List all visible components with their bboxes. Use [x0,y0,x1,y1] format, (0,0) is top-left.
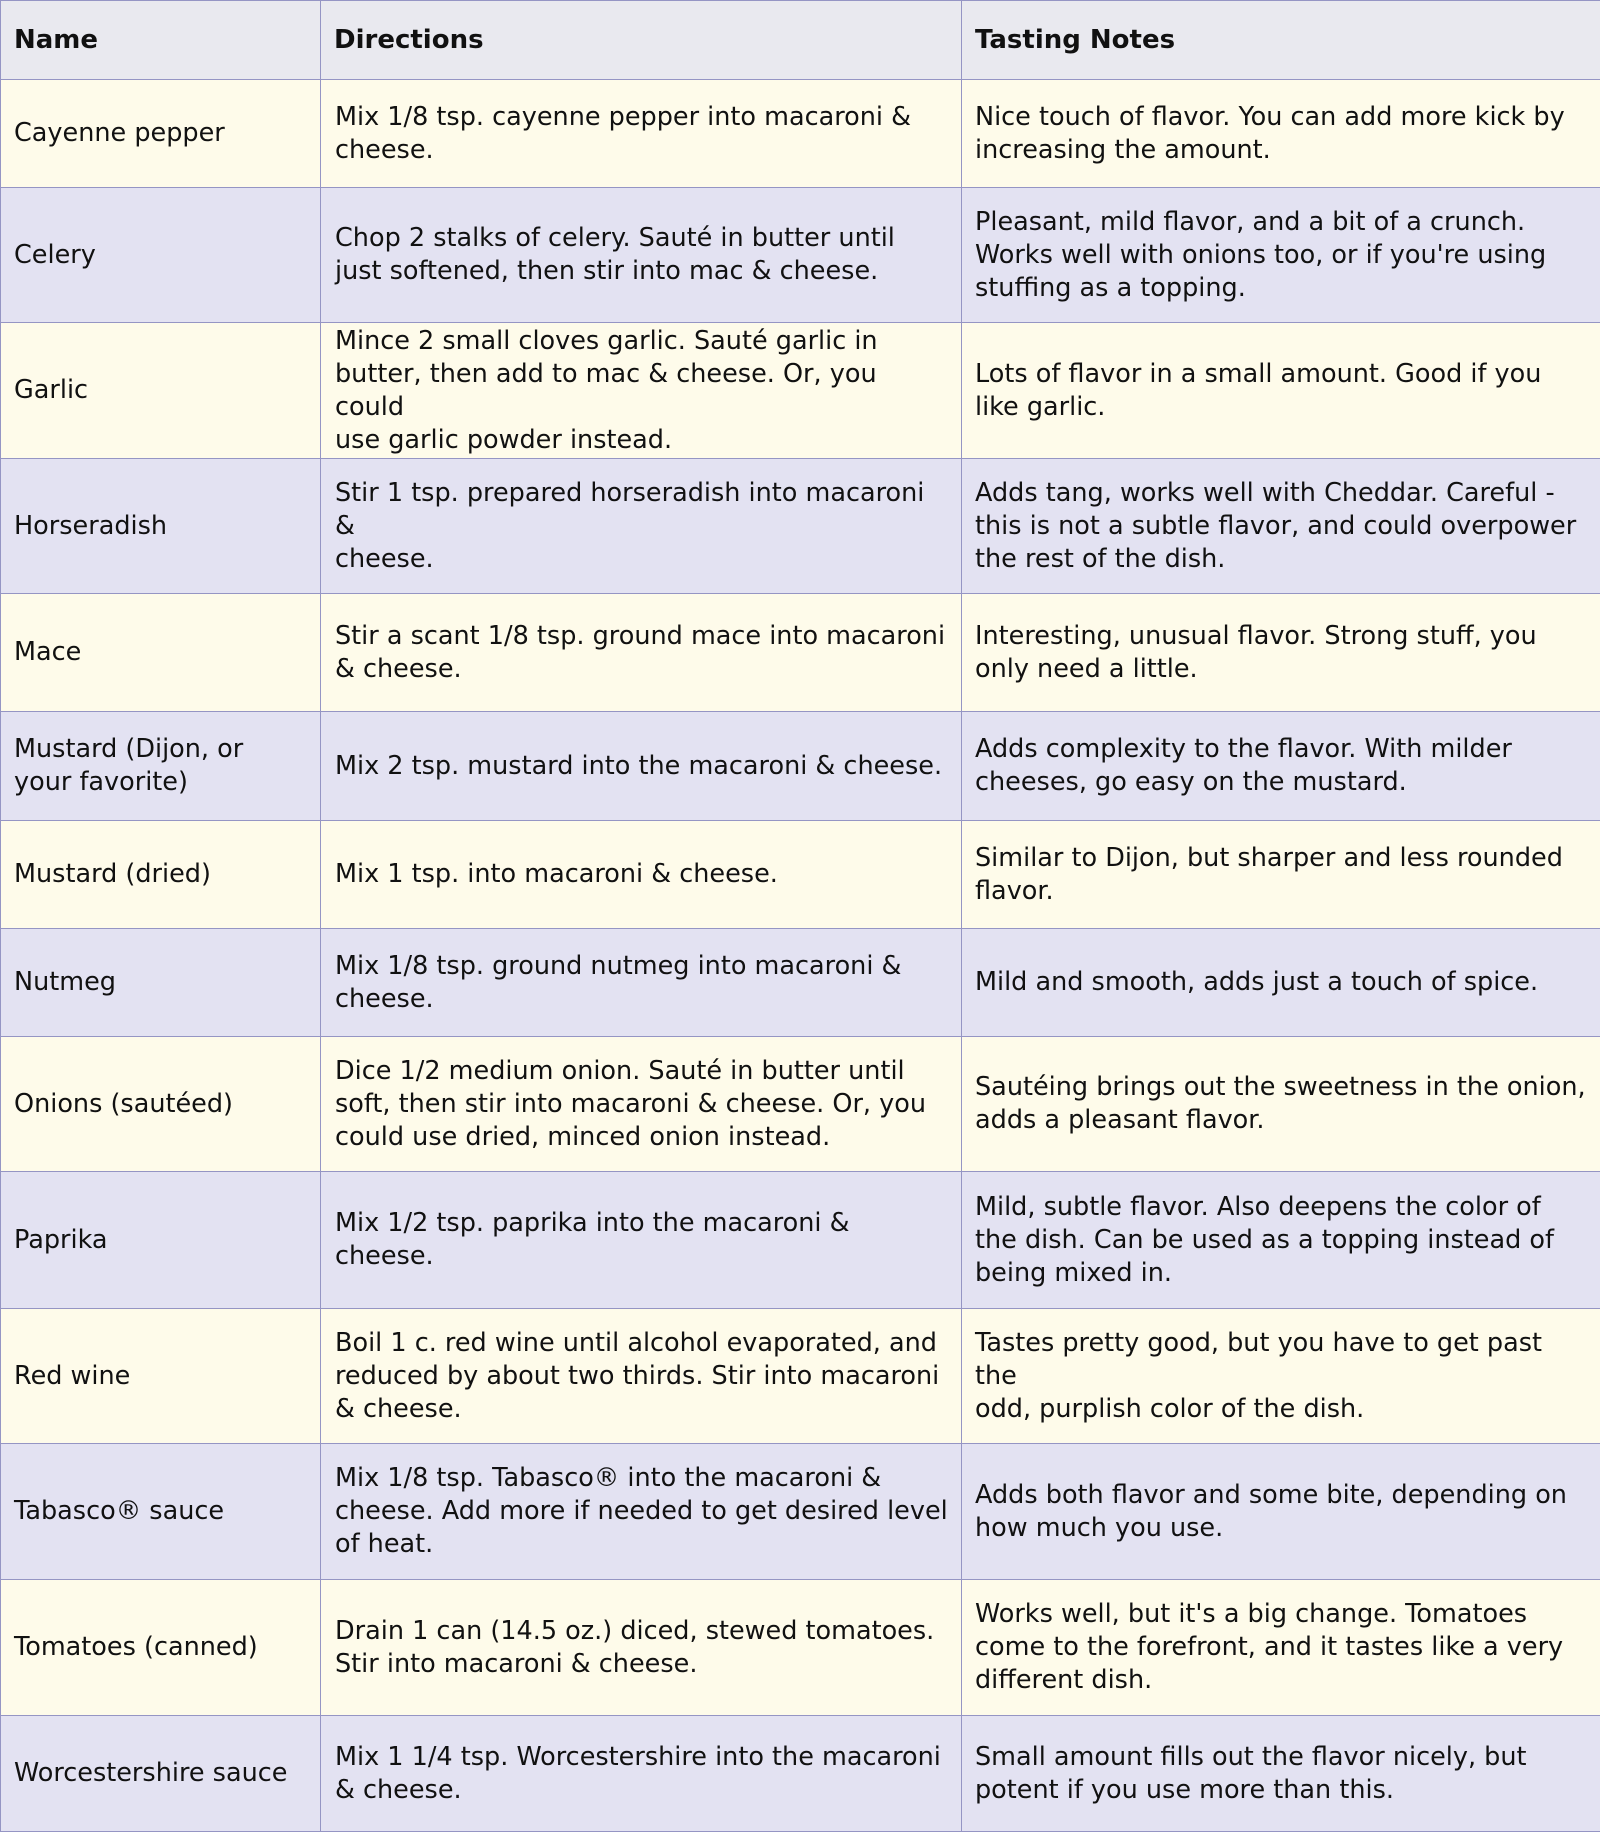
header-tasting-notes: Tasting Notes [962,1,1600,80]
row-directions: Chop 2 stalks of celery. Sauté in butter until just softened, then stir into mac & cheese. [321,188,962,323]
row-name: Paprika [1,1172,321,1309]
table-row [1,821,1600,929]
row-tasting-notes: Works well, but it's a big change. Tomatoes come to the forefront, and it tastes like a very different dish. [962,1580,1600,1716]
row-tasting-notes: Small amount fills out the flavor nicely, but potent if you use more than this. [962,1716,1600,1832]
table-row [1,1444,1600,1580]
row-tasting-notes: Lots of flavor in a small amount. Good if you like garlic. [962,323,1600,459]
table-row [1,1037,1600,1172]
row-tasting-notes: Interesting, unusual flavor. Strong stuff, you only need a little. [962,594,1600,712]
table-row [1,323,1600,459]
table-row [1,1580,1600,1716]
row-name: Horseradish [1,459,321,594]
table-row [1,594,1600,712]
table-row [1,188,1600,323]
row-directions: Mix 1/8 tsp. cayenne pepper into macaroni & cheese. [321,80,962,188]
table-row [1,1172,1600,1309]
row-name: Nutmeg [1,929,321,1037]
row-name: Cayenne pepper [1,80,321,188]
row-directions: Stir 1 tsp. prepared horseradish into macaroni & cheese. [321,459,962,594]
header-row [1,1,1600,80]
row-directions: Mix 1/2 tsp. paprika into the macaroni & cheese. [321,1172,962,1309]
table-row [1,80,1600,188]
row-tasting-notes: Adds both flavor and some bite, depending on how much you use. [962,1444,1600,1580]
table-row [1,459,1600,594]
row-directions: Stir a scant 1/8 tsp. ground mace into macaroni & cheese. [321,594,962,712]
table-row [1,712,1600,821]
row-name: Tomatoes (canned) [1,1580,321,1716]
row-name: Worcestershire sauce [1,1716,321,1832]
row-name: Mustard (dried) [1,821,321,929]
row-directions: Boil 1 c. red wine until alcohol evaporated, and reduced by about two thirds. Stir into macaroni & cheese. [321,1309,962,1444]
row-tasting-notes: Mild and smooth, adds just a touch of spice. [962,929,1600,1037]
row-tasting-notes: Sautéing brings out the sweetness in the onion, adds a pleasant flavor. [962,1037,1600,1172]
row-directions: Mince 2 small cloves garlic. Sauté garlic in butter, then add to mac & cheese. Or, you could use garlic powder instead. [321,323,962,459]
table-row [1,1716,1600,1832]
row-tasting-notes: Similar to Dijon, but sharper and less rounded flavor. [962,821,1600,929]
row-name: Onions (sautéed) [1,1037,321,1172]
row-name: Mustard (Dijon, or your favorite) [1,712,321,821]
row-tasting-notes: Pleasant, mild flavor, and a bit of a crunch. Works well with onions too, or if you're using stuffing as a topping. [962,188,1600,323]
row-name: Mace [1,594,321,712]
row-directions: Dice 1/2 medium onion. Sauté in butter until soft, then stir into macaroni & cheese. Or, you could use dried, minced onion instead. [321,1037,962,1172]
header-directions: Directions [321,1,962,80]
row-tasting-notes: Mild, subtle flavor. Also deepens the color of the dish. Can be used as a topping instead of being mixed in. [962,1172,1600,1309]
row-tasting-notes: Adds tang, works well with Cheddar. Careful - this is not a subtle flavor, and could overpower the rest of the dish. [962,459,1600,594]
row-name: Celery [1,188,321,323]
row-directions: Mix 1/8 tsp. ground nutmeg into macaroni & cheese. [321,929,962,1037]
row-directions: Mix 2 tsp. mustard into the macaroni & cheese. [321,712,962,821]
row-name: Tabasco® sauce [1,1444,321,1580]
row-directions: Drain 1 can (14.5 oz.) diced, stewed tomatoes. Stir into macaroni & cheese. [321,1580,962,1716]
row-tasting-notes: Nice touch of flavor. You can add more kick by increasing the amount. [962,80,1600,188]
row-tasting-notes: Tastes pretty good, but you have to get past the odd, purplish color of the dish. [962,1309,1600,1444]
row-directions: Mix 1 1/4 tsp. Worcestershire into the macaroni & cheese. [321,1716,962,1832]
row-name: Red wine [1,1309,321,1444]
table-row [1,1309,1600,1444]
row-directions: Mix 1 tsp. into macaroni & cheese. [321,821,962,929]
table-row [1,929,1600,1037]
header-name: Name [1,1,321,80]
row-directions: Mix 1/8 tsp. Tabasco® into the macaroni & cheese. Add more if needed to get desired level of heat. [321,1444,962,1580]
row-name: Garlic [1,323,321,459]
row-tasting-notes: Adds complexity to the flavor. With milder cheeses, go easy on the mustard. [962,712,1600,821]
